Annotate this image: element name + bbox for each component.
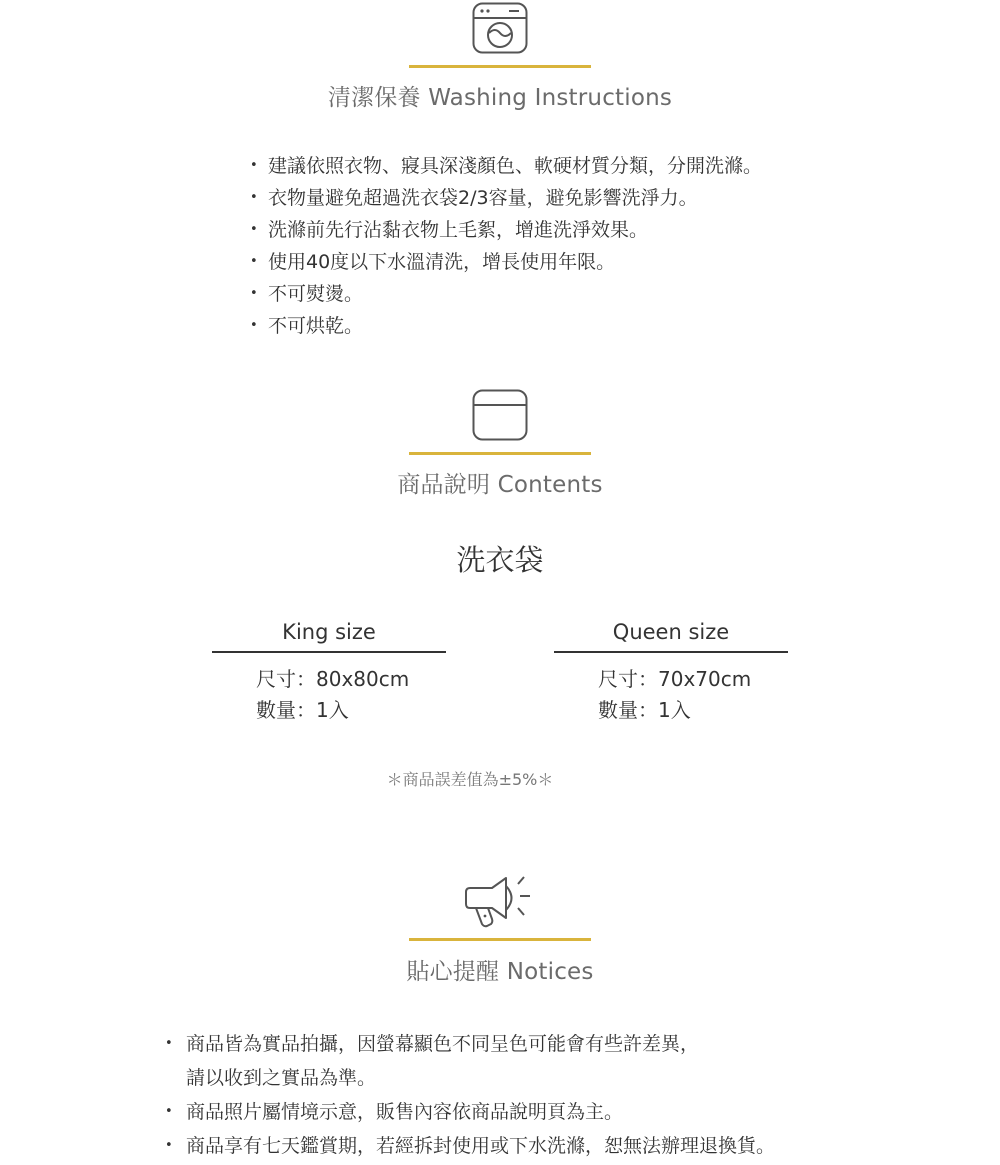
list-item: • 不可熨燙。 — [250, 278, 762, 310]
tolerance-note: ＊商品誤差值為±5%＊ — [386, 770, 554, 789]
notice-line: 請以收到之實品為準。 — [186, 1067, 377, 1089]
contents-divider — [409, 452, 591, 455]
megaphone-icon — [464, 872, 536, 930]
list-item — [165, 1095, 775, 1129]
washing-divider — [409, 65, 591, 68]
spec-quantity: 數量：1入 — [598, 698, 691, 722]
size-spec-queen — [598, 664, 751, 726]
list-item — [165, 1129, 775, 1163]
product-name: 洗衣袋 — [456, 543, 544, 577]
notice-line: • 商品照片屬情境示意，販售內容依商品說明頁為主。 — [186, 1101, 624, 1123]
notices-divider — [409, 938, 591, 941]
list-item — [165, 1027, 775, 1095]
washing-machine-icon — [472, 2, 528, 54]
size-column-king — [212, 617, 446, 653]
size-column-queen — [554, 617, 788, 653]
washing-list — [250, 150, 762, 342]
size-underline — [212, 651, 446, 653]
notice-line: • 商品皆為實品拍攝，因螢幕顯色不同呈色可能會有些許差異， — [186, 1033, 700, 1055]
notices-list — [165, 1027, 775, 1163]
list-item: • 衣物量避免超過洗衣袋2/3容量，避免影響洗淨力。 — [250, 182, 762, 214]
list-item: • 使用40度以下水溫清洗，增長使用年限。 — [250, 246, 762, 278]
size-spec-king — [256, 664, 409, 726]
list-item: • 建議依照衣物、寢具深淺顏色、軟硬材質分類，分開洗滌。 — [250, 150, 762, 182]
box-icon — [472, 389, 528, 441]
list-item: • 洗滌前先行沾黏衣物上毛絮，增進洗淨效果。 — [250, 214, 762, 246]
contents-title: 商品說明 Contents — [397, 472, 603, 498]
list-item: • 不可烘乾。 — [250, 310, 762, 342]
washing-title: 清潔保養 Washing Instructions — [327, 85, 673, 111]
spec-quantity: 數量：1入 — [256, 698, 349, 722]
spec-dimension: 尺寸：70x70cm — [598, 667, 752, 691]
size-name: Queen size — [612, 620, 730, 644]
notices-title: 貼心提醒 Notices — [406, 959, 594, 985]
size-name: King size — [282, 620, 376, 644]
spec-dimension: 尺寸：80x80cm — [256, 667, 410, 691]
size-underline — [554, 651, 788, 653]
notice-line: • 商品享有七天鑑賞期，若經拆封使用或下水洗滌，恕無法辦理退換貨。 — [186, 1135, 776, 1157]
